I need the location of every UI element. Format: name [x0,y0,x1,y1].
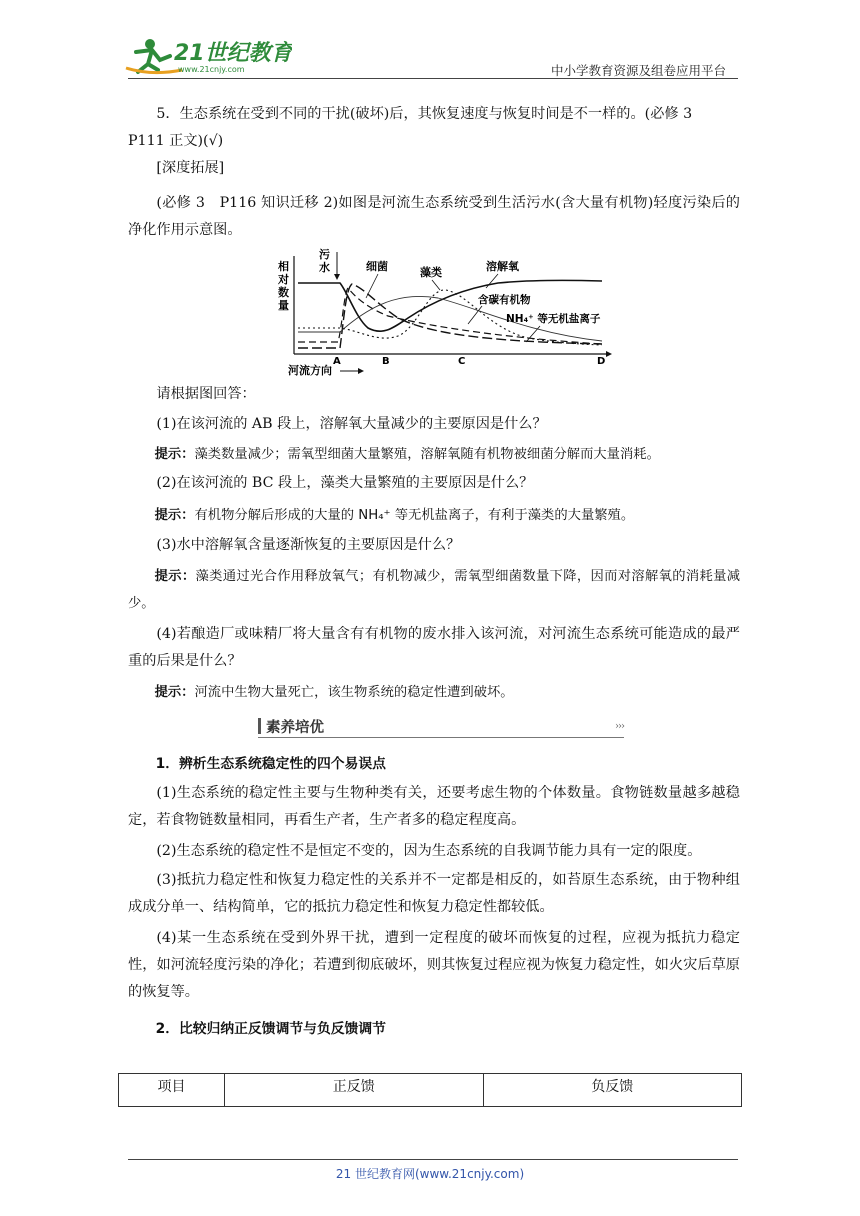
footer-divider [128,1159,738,1160]
organic-label: 含碳有机物 [478,294,531,306]
point-c: C [458,356,466,367]
section-banner [258,715,624,737]
oxygen-label: 溶解氧 [486,260,519,273]
answer-1 [128,441,740,468]
table-header-item: 项目 [119,1074,225,1107]
logo-text: 21世纪教育 [174,41,292,66]
ylabel-3: 数 [278,286,289,299]
table-header-positive: 正反馈 [225,1074,483,1107]
point1-p4: (4)某一生态系统在受到外界干扰，遭到一定程度的破坏而恢复的过程，应视为抵抗力稳定性，如河流轻度污染的净化；若遭到彻底破坏，则其恢复过程应视为恢复力稳定性，如火灾后草原的恢复等。 [128,930,740,1000]
answer-3-text: 藻类通过光合作用释放氧气；有机物减少，需氧型细菌数量下降，因而对溶解氧的消耗量减少。 [128,569,741,611]
question-2: (2)在该河流的 BC 段上，藻类大量繁殖的主要原因是什么？ [156,475,534,491]
ylabel-4: 量 [278,299,289,312]
comparison-table [118,1073,742,1107]
answer-2-label: 提示： [154,508,195,523]
table-header-negative: 负反馈 [483,1074,741,1107]
question-4: (4)若酿造厂或味精厂将大量含有有机物的废水排入该河流，对河流生态系统可能造成的最严重的后果是什么？ [128,626,740,669]
answer-3 [128,563,740,617]
ions-label: NH₄⁺ 等无机盐离子 [506,313,601,325]
point1-heading: 1．辨析生态系统稳定性的四个易误点 [155,756,386,772]
point1-p1: (1)生态系统的稳定性主要与生物种类有关，还要考虑生物的个体数量。食物链数量越多越稳定，若食物链数量相同，再看生产者，生产者多的稳定程度高。 [128,785,740,828]
answer-1-label: 提示： [154,447,195,462]
xlabel: 河流方向 [288,364,332,377]
answer-2 [128,502,740,529]
point1-p2: (2)生态系统的稳定性不是恒定不变的，因为生态系统的自我调节能力具有一定的限度。 [156,843,702,859]
section-bar [258,718,261,734]
algae-label: 藻类 [420,266,442,279]
chevrons-icon: ››› [615,721,624,732]
ylabel-1: 相 [278,260,289,273]
ylabel-2: 对 [278,273,289,286]
section-title: 素养培优 [266,720,324,736]
point2-heading: 2．比较归纳正反馈调节与负反馈调节 [155,1021,386,1037]
header-divider [128,78,738,79]
answer-3-label: 提示： [154,569,196,584]
answer-2-text: 有机物分解后形成的大量的 NH₄⁺ 等无机盐离子，有利于藻类的大量繁殖。 [194,508,635,523]
point-b: B [382,356,390,367]
footer-text[interactable]: 21 世纪教育网(www.21cnjy.com) [335,1167,525,1181]
answer-4-text: 河流中生物大量死亡，该生物系统的稳定性遭到破坏。 [194,685,514,700]
point-d: D [597,356,606,367]
question-1: (1)在该河流的 AB 段上，溶解氧大量减少的主要原因是什么？ [156,416,547,432]
qa-prompt: 请根据图回答： [156,386,256,402]
sewage-label-1: 污 [319,248,330,261]
table-header-row [119,1074,742,1107]
section-rule [258,737,624,738]
site-logo [122,34,292,76]
sewage-label-2: 水 [319,261,330,274]
answer-4-label: 提示： [154,685,195,700]
answer-1-text: 藻类数量减少；需氧型细菌大量繁殖，溶解氧随有机物被细菌分解而大量消耗。 [194,447,660,462]
logo-url: www.21cnjy.com [178,65,245,74]
deep-intro: (必修 3 P116 知识迁移 2)如图是河流生态系统受到生活污水(含大量有机物)轻度污染后的净化作用示意图。 [128,195,740,238]
point-a: A [333,356,341,367]
answer-4 [128,679,740,706]
header-slogan: 中小学教育资源及组卷应用平台 [550,63,726,78]
river-purification-figure [268,248,618,378]
deep-heading: [深度拓展] [156,160,225,176]
item5-line2: P111 正文)(√) [128,133,224,149]
item5-line1: 5．生态系统在受到不同的干扰(破坏)后，其恢复速度与恢复时间是不一样的。(必修 3 [156,106,693,122]
bacteria-label: 细菌 [366,260,388,273]
point1-p3: (3)抵抗力稳定性和恢复力稳定性的关系并不一定都是相反的，如苔原生态系统，由于物种组成成分单一、结构简单，它的抵抗力稳定性和恢复力稳定性都较低。 [128,872,740,915]
question-3: (3)水中溶解氧含量逐渐恢复的主要原因是什么？ [156,537,461,553]
